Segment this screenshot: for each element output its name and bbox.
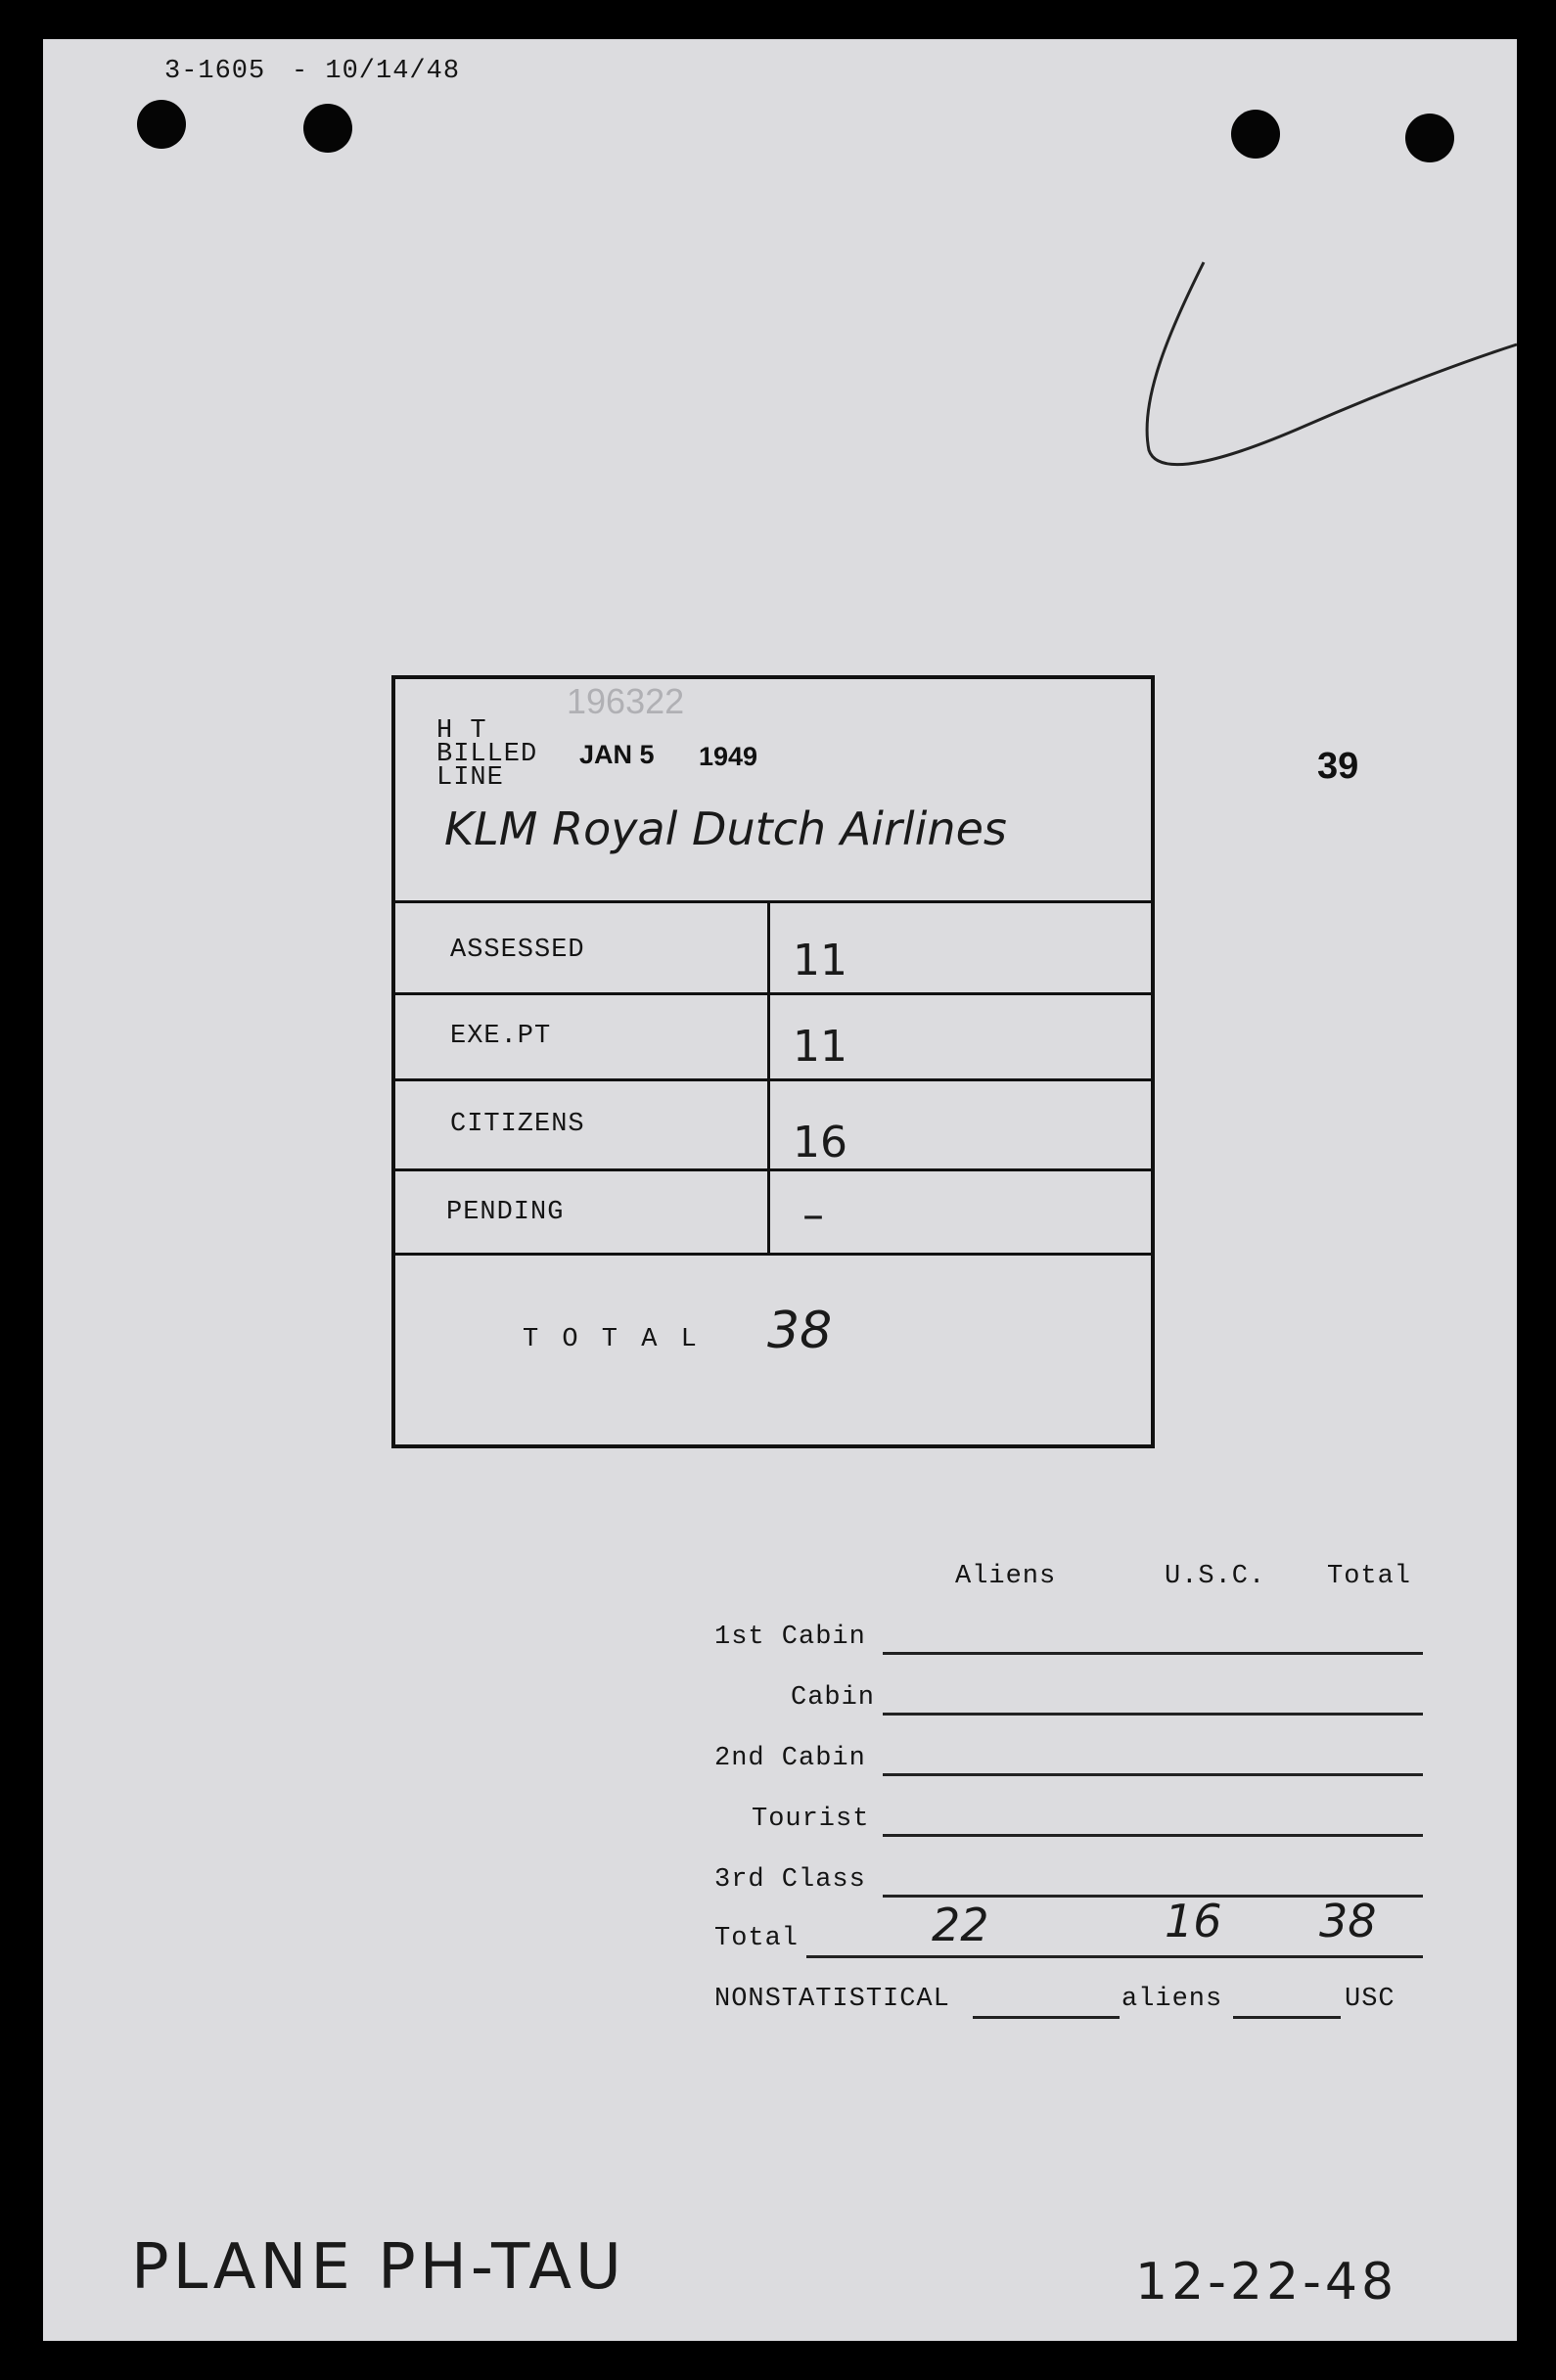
form-date: - 10/14/48	[292, 57, 461, 86]
nonstat-usc-line	[1233, 2016, 1341, 2019]
document-page	[43, 39, 1517, 2341]
summary-total-total: 38	[1319, 1895, 1377, 1947]
row-value-exempt: 11	[793, 1022, 847, 1072]
billed-label: BILLED	[436, 740, 538, 769]
summary-row-line	[883, 1713, 1423, 1716]
box-divider	[395, 992, 1151, 995]
box-divider	[395, 900, 1151, 903]
row-value-pending: –	[802, 1190, 824, 1240]
nonstat-usc-label: USC	[1345, 1985, 1396, 2014]
punch-hole-right-1	[1231, 110, 1280, 159]
row-label-exempt: EXE.PT	[450, 1022, 552, 1051]
serial-stamp: 196322	[567, 681, 685, 721]
row-label-pending: PENDING	[446, 1198, 565, 1227]
punch-hole-left-1	[137, 100, 186, 149]
summary-total-line	[806, 1955, 1423, 1958]
line-value: KLM Royal Dutch Airlines	[444, 802, 1007, 855]
date-annotation: 12-22-48	[1135, 2253, 1398, 2311]
total-label: T O T A L	[523, 1325, 701, 1354]
punch-hole-left-2	[303, 104, 352, 153]
summary-row-line	[883, 1773, 1423, 1776]
box-divider	[395, 1168, 1151, 1171]
plane-annotation: PLANE PH-TAU	[131, 2231, 625, 2304]
summary-row-line	[883, 1652, 1423, 1655]
total-value: 38	[767, 1302, 833, 1360]
check-mark-icon	[1110, 215, 1521, 509]
summary-row-label: Cabin	[791, 1683, 876, 1713]
summary-total-label: Total	[714, 1924, 800, 1953]
nonstat-label: NONSTATISTICAL	[714, 1985, 950, 2014]
ht-label: H T	[436, 716, 487, 746]
summary-row-label: 3rd Class	[714, 1865, 866, 1895]
billed-date: JAN 5	[579, 740, 655, 769]
summary-total-aliens: 22	[932, 1899, 989, 1951]
nonstat-aliens-label: aliens	[1121, 1985, 1223, 2014]
row-label-citizens: CITIZENS	[450, 1110, 585, 1139]
row-label-assessed: ASSESSED	[450, 936, 585, 965]
box-column-divider	[767, 900, 770, 1253]
summary-row-label: 1st Cabin	[714, 1623, 866, 1652]
nonstat-aliens-line	[973, 2016, 1120, 2019]
form-number: 3-1605	[164, 57, 266, 86]
billed-year: 1949	[699, 742, 758, 771]
box-divider	[395, 1253, 1151, 1256]
summary-row-label: 2nd Cabin	[714, 1744, 866, 1773]
column-header-aliens: Aliens	[955, 1562, 1057, 1591]
row-value-citizens: 16	[793, 1118, 847, 1167]
column-header-usc: U.S.C.	[1165, 1562, 1266, 1591]
row-value-assessed: 11	[793, 936, 847, 985]
summary-row-label: Tourist	[752, 1805, 870, 1834]
line-label: LINE	[436, 763, 504, 793]
punch-hole-right-2	[1405, 114, 1454, 162]
billing-box	[391, 675, 1155, 1448]
side-number: 39	[1317, 746, 1359, 787]
summary-row-line	[883, 1834, 1423, 1837]
column-header-total: Total	[1327, 1562, 1412, 1591]
summary-total-usc: 16	[1165, 1895, 1222, 1947]
box-divider	[395, 1078, 1151, 1081]
